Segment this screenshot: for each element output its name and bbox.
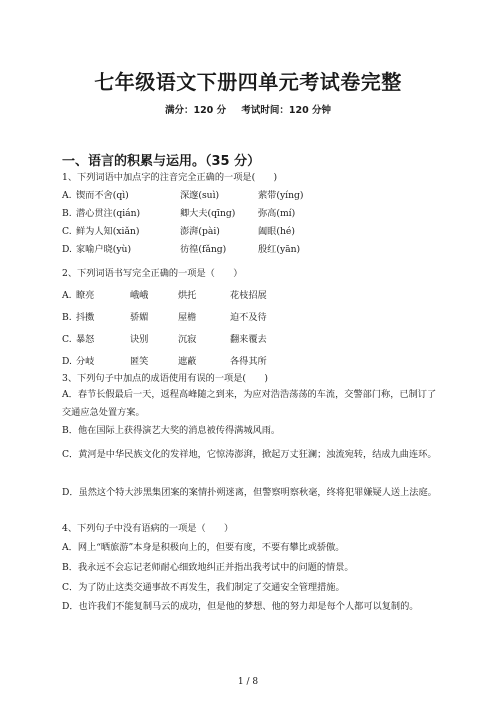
option-label: D. — [62, 244, 72, 255]
option-item: 分岐 — [76, 356, 95, 367]
q3-stem: 3、下列句子中加点的成语使用有误的一项是( ) — [62, 373, 268, 384]
option-item: 骄媚 — [130, 312, 149, 323]
option-item: 匿笑 — [130, 356, 149, 367]
option-item: 家喻户晓(yù) — [76, 244, 132, 255]
option-item: 翻来覆去 — [230, 334, 267, 345]
section-heading: 一、语言的积累与运用。（35 分） — [62, 154, 261, 169]
option-item: 诀别 — [130, 334, 149, 345]
exam-meta — [0, 102, 496, 116]
option-item: 花枝招展 — [230, 290, 267, 301]
q4-option-b: B．我永远不会忘记老师耐心细致地纠正并指出我考试中的问题的情景。 — [62, 562, 354, 573]
option-item: 峨峨 — [130, 290, 149, 301]
option-label: C. — [62, 226, 72, 237]
option-item: 沉寂 — [178, 334, 197, 345]
option-item: 潜心贯注(qián) — [76, 208, 141, 219]
option-label: C. — [62, 334, 72, 345]
full-score: 满分：120 分 — [164, 105, 227, 116]
q2-stem: 2、下列词语书写完全正确的一项是（ ） — [62, 268, 243, 279]
q3-option-c: C．黄河是中华民族文化的发祥地，它惊涛澎湃，掀起万丈狂澜；浊流宛转，结成九曲连环。 — [62, 449, 437, 460]
option-item: 烘托 — [178, 290, 197, 301]
option-label: A. — [62, 290, 72, 301]
option-item: 萦带(yíng) — [258, 190, 304, 201]
page-number: 1 / 8 — [237, 677, 259, 687]
option-item: 鲜为人知(xiǎn) — [76, 226, 140, 237]
option-item: 卿大夫(qīng) — [180, 208, 236, 219]
q3-option-a: A．春节长假最后一天，返程高峰随之到来，为应对浩浩荡荡的车流，交警部门称，已制订了交通应急处置方案。 — [62, 389, 437, 418]
q4-option-a: A．网上“晒旅游”本身是积极向上的，但要有度，不要有攀比或骄傲。 — [62, 542, 345, 553]
option-item: 遮蔽 — [178, 356, 197, 367]
option-item: 暴怒 — [76, 334, 95, 345]
option-label: B. — [62, 208, 72, 219]
option-item: 彷徨(fǎng) — [180, 244, 227, 255]
option-item: 弥高(mí) — [258, 208, 296, 219]
q3-option-d: D．虽然这个特大涉黑集团案的案情扑朔迷离，但警察明察秋毫，终将犯罪嫌疑人送上法庭。 — [62, 487, 437, 498]
page-title: 七年级语文下册四单元考试卷完整 — [94, 70, 402, 94]
option-item: 殷红(yān) — [258, 244, 301, 255]
option-item: 瞭亮 — [76, 290, 95, 301]
q4-stem: 4、下列句子中没有语病的一项是（ ） — [62, 523, 234, 534]
option-item: 阖眼(hé) — [258, 226, 295, 237]
exam-time: 考试时间：120 分钟 — [241, 105, 332, 116]
option-label: B. — [62, 312, 72, 323]
option-item: 抖擞 — [76, 312, 95, 323]
option-item: 锲而不舍(qì) — [76, 190, 129, 201]
option-item: 澎湃(pài) — [180, 226, 220, 237]
option-item: 各得其所 — [230, 356, 267, 367]
q3-option-b: B．他在国际上获得演艺大奖的消息被传得满城风雨。 — [62, 425, 281, 436]
q4-option-c: C．为了防止这类交通事故不再发生，我们制定了交通安全管理措施。 — [62, 582, 345, 593]
q4-option-d: D．也许我们不能复制马云的成功，但是他的梦想、他的努力却是每个人都可以复制的。 — [62, 601, 419, 612]
option-label: A. — [62, 190, 72, 201]
option-item: 屋檐 — [178, 312, 197, 323]
q1-stem: 1、下列词语中加点字的注音完全正确的一项是( ) — [62, 172, 278, 183]
option-label: D. — [62, 356, 72, 367]
option-item: 深邃(suì) — [180, 190, 220, 201]
option-item: 迫不及待 — [230, 312, 267, 323]
